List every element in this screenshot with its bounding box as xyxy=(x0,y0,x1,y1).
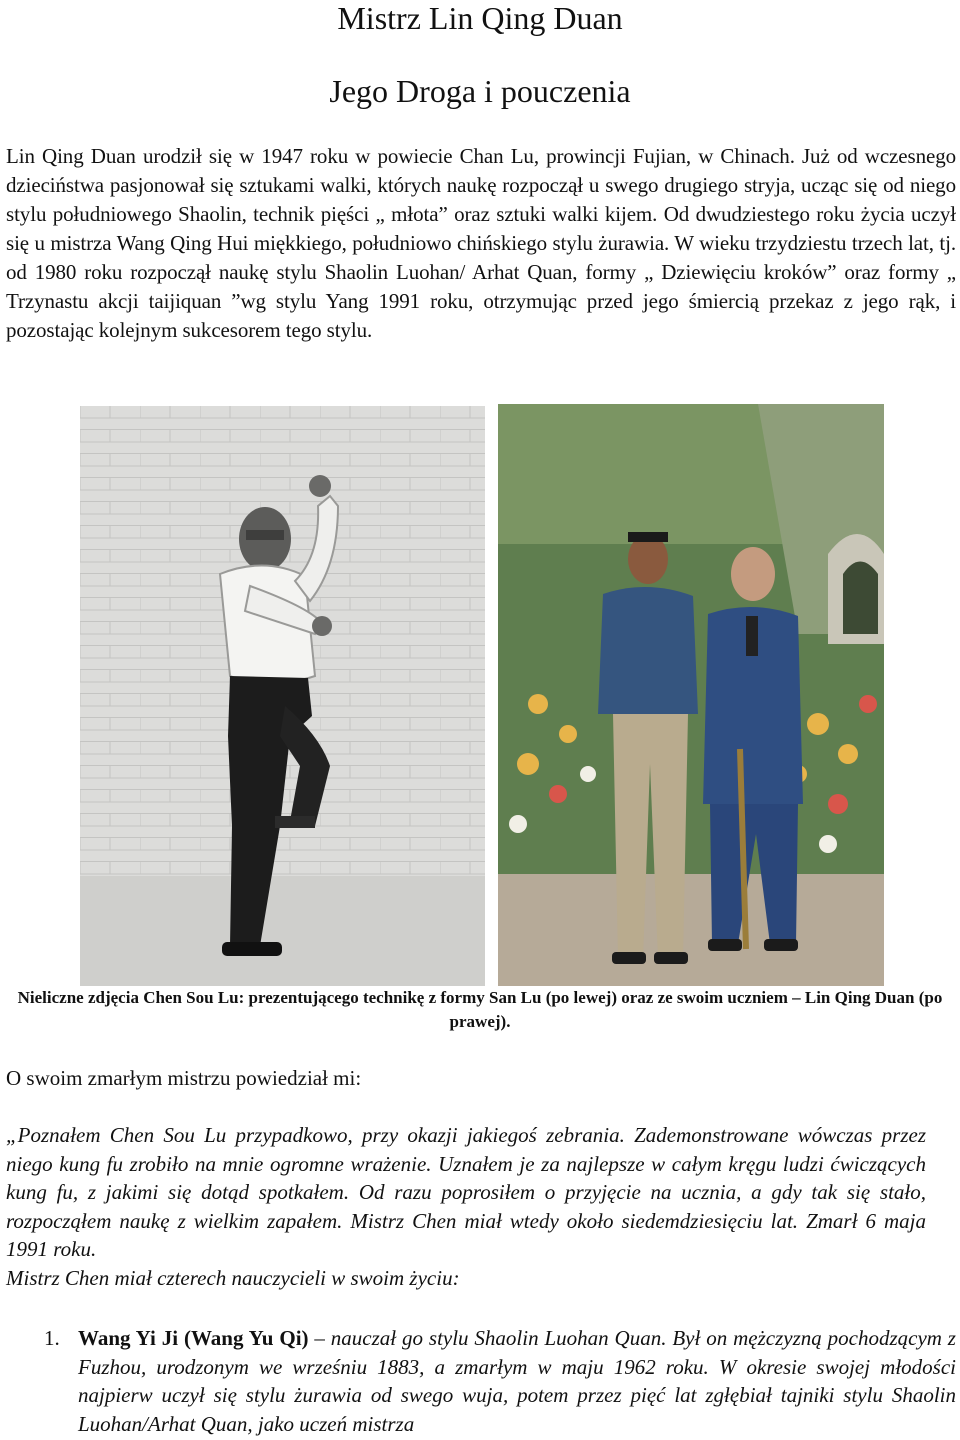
intro-paragraph: Lin Qing Duan urodził się w 1947 roku w powiecie Chan Lu, prowincji Fujian, w Chinach. Już od wczesnego dzieciństwa pasjonował się sztukami walki, których naukę rozpoczął u swego drugiego stryja, ucząc się od niego stylu południowego Shaolin, technik pięści „ młota” oraz sztuki walki kijem. Od dwudziestego roku życia uczył się u mistrza Wang Qing Hui miękkiego, południowo chińskiego stylu żurawia. W wieku trzydziestu trzech lat, tj. od 1980 roku rozpoczął naukę stylu Shaolin Luohan/ Arhat Quan, formy „ Dziewięciu kroków” oraz formy „ Trzynastu akcji taijiquan ”wg stylu Yang 1991 roku, otrzymując przed jego śmiercią przekaz z jego rąk, i pozostając kolejnym sukcesorem tego stylu. xyxy=(6,144,956,342)
teacher-description: – nauczał go stylu Shaolin Luohan Quan. Był on mężczyzną pochodzącym z Fuzhou, urodzonym we wrześniu 1883, a zmarłym w maju 1962 roku. W okresie swojej młodości najpierw uczył się stylu żurawia od swego wuja, potem przez pięć lat zgłębiał tajniki stylu Shaolin Luohan/Arhat Quan, jako uczeń mistrza xyxy=(78,1326,956,1436)
list-item-body xyxy=(78,1324,956,1438)
master-quote: „Poznałem Chen Sou Lu przypadkowo, przy okazji jakiegoś zebrania. Zademonstrowane wówczas przez niego kung fu zrobiło na mnie ogromne wrażenie. Uznałem je za najlepsze w całym kręgu ludzi ćwiczących kung fu, z jakimi się dotąd spotkałem. Od razu poprosiłem o przyjęcie na ucznia, a gdy tak się stało, rozpocząłem naukę z wielkim zapałem. Mistrz Chen miał wtedy około siedemdziesięciu lat. Zmarł 6 maja 1991 roku. xyxy=(6,1123,926,1261)
teachers-heading: Mistrz Chen miał czterech nauczycieli w swoim życiu: xyxy=(6,1266,460,1290)
quote-intro-text: O swoim zmarłym mistrzu powiedział mi: xyxy=(6,1066,362,1090)
page-subtitle: Jego Droga i pouczenia xyxy=(329,73,631,109)
photo-chen-sou-lu-stance xyxy=(80,406,485,986)
photo-stance-illustration xyxy=(80,406,485,986)
page-title: Mistrz Lin Qing Duan xyxy=(337,0,623,36)
list-item-number: 1. xyxy=(44,1326,60,1350)
photo-master-with-student xyxy=(498,404,884,986)
photo-garden-illustration xyxy=(498,404,884,986)
teacher-name: Wang Yi Ji (Wang Yu Qi) xyxy=(78,1326,309,1350)
photo-caption: Nieliczne zdjęcia Chen Sou Lu: prezentującego technikę z formy San Lu (po lewej) oraz ze swoim uczniem – Lin Qing Duan (po prawej). xyxy=(17,988,943,1031)
